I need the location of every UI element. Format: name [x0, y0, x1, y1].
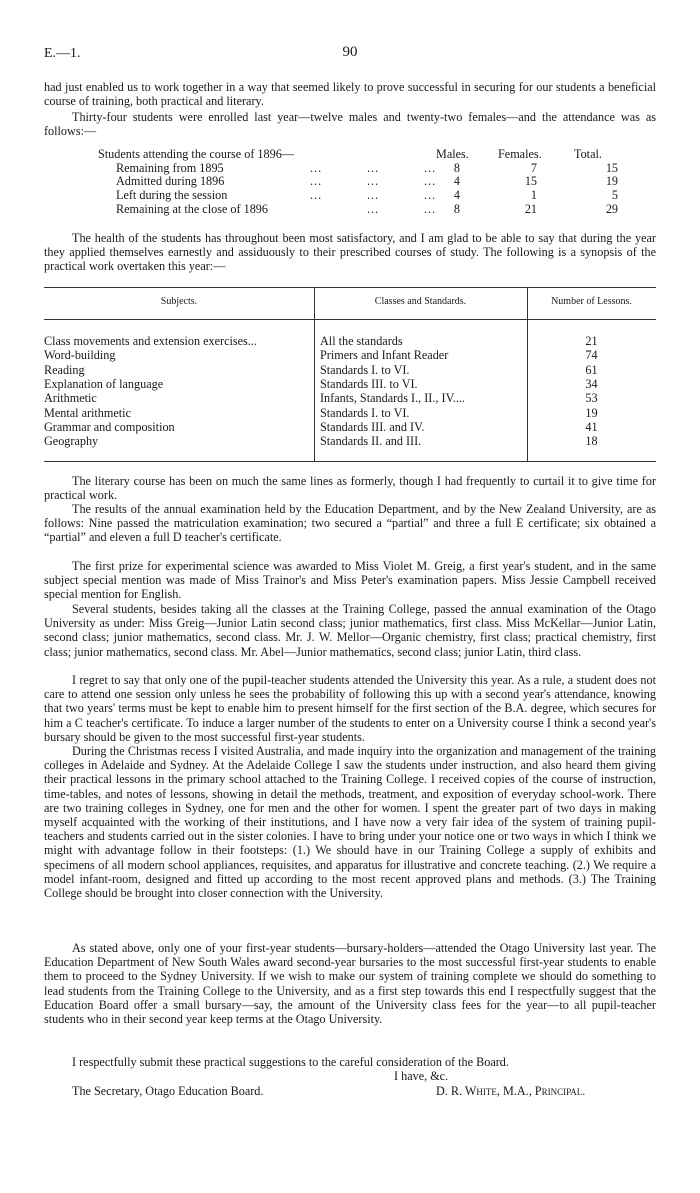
cell-females: 21: [524, 201, 537, 216]
cell-lessons: 53: [585, 391, 598, 406]
paragraph-health: The health of the students has throughout been most satisfactory, and I am glad to be able to say that during the year they applied themselves earnestly and assiduously to their prescribed courses of study. The following is a synopsis of the practical work overtaken this year:—: [44, 231, 656, 274]
leader-dots: ...: [424, 174, 437, 189]
cell-total: 15: [605, 160, 618, 175]
attendance-title: Students attending the course of 1896—: [98, 147, 294, 161]
cell-lessons: 21: [585, 334, 598, 348]
cell-subject: Geography: [44, 434, 99, 449]
cell-subject: Class movements and extension exercises...: [44, 334, 257, 348]
table-header-rule: [44, 319, 656, 320]
paragraph-university-exam: Several students, besides taking all the classes at the Training College, passed the annual examination of the Otago University as under: Miss Greig—Junior Latin second class; junior mathematics, first class. Miss McKellar—Junior Latin, second class; junior mathematics, second class. Mr. J. W. Mellor—Organic chemistry, first class; practical chemistry, first class; junior mathematics, second class. Mr. Abel—Junior mathematics, second class; junior Latin, third class.: [44, 602, 656, 659]
paragraph-bursaries: As stated above, only one of your first-year students—bursary-holders—attended the Otago University last year. The Education Department of New South Wales award second-year bursaries to the most successful first-year students to enable them to proceed to the Sydney University. If we wish to make our system of training complete we should do something to lead students from the Training College to the University, and as a first step towards this end I respectfully suggest that the Education Board offer a small bursary—say, the amount of the University class fees for the year—to all pupil-teacher students who in their second year keep terms at the Otago University.: [44, 941, 656, 1027]
cell-classes: Standards I. to VI.: [320, 362, 410, 377]
leader-dots: ...: [310, 160, 323, 175]
row-label: Remaining at the close of 1896: [116, 201, 268, 216]
report-code: E.—1.: [44, 46, 81, 61]
paragraph-australia-visit: During the Christmas recess I visited Australia, and made inquiry into the organization and management of the training colleges in Adelaide and Sydney. At the Adelaide College I saw the students under instruction, and also heard them giving their practical lessons in the primary school attached to the Training College. I received copies of the course of instruction, time-tables, and notes of lessons, showing in detail the methods, treatment, and exposition of everyday school-work. There are two training colleges in Sydney, one for men and the other for women. I spent the greater part of two days in making myself acquainted with the working of their institutions, and I have now a very fair idea of the system of training pupil-teachers and students carried out in the sister colonies. I have to bring under your notice one or two ways in which I think we might with advantage follow in their footsteps: (1.) We should have in our Training College a supply of exhibits and specimens of all modern school appliances, requisites, and apparatus for illustrative and concrete teaching. (2.) We require a model infant-room, designed and fitted up according to the most recent approved plans and methods. (3.) The Training College should be brought into closer connection with the University.: [44, 744, 656, 901]
cell-females: 7: [530, 160, 537, 175]
paragraph-enrolment: Thirty-four students were enrolled last year—twelve males and twenty-two females—and the attendance was as follows:—: [44, 110, 656, 139]
cell-males: 4: [453, 174, 460, 189]
attendance-table: [44, 148, 664, 216]
row-label: Admitted during 1896: [116, 174, 225, 189]
cell-total: 29: [605, 201, 618, 216]
row-label: Remaining from 1895: [116, 160, 224, 175]
leader-dots: ...: [367, 174, 380, 189]
paragraph-pupil-teachers: I regret to say that only one of the pupil-teacher students attended the University this year. As a rule, a student does not care to attend one session only unless he sees the probability of following this up with a second year's attendance, knowing that two years' terms must be kept to enable him to present himself for the first section of the B.A. degree, which secures for him a C teacher's certificate. To induce a larger number of the students to enter on a University course I think a second year's bursary should be given to the most successful first-year students.: [44, 673, 656, 744]
cell-females: 15: [524, 174, 537, 189]
leader-dots: ...: [424, 160, 437, 175]
cell-classes: Standards III. and IV.: [320, 419, 425, 434]
paragraph-literary-course: The literary course has been on much the same lines as formerly, though I had frequently to curtail it to give time for practical work.: [44, 474, 656, 503]
leader-dots: ...: [424, 201, 437, 216]
cell-males: 8: [453, 201, 460, 216]
cell-subject: Mental arithmetic: [44, 405, 131, 420]
valediction: I have, &c.: [394, 1069, 449, 1083]
cell-lessons: 18: [585, 434, 598, 449]
leader-dots: ...: [310, 174, 323, 189]
cell-lessons: 41: [585, 419, 598, 434]
leader-dots: ...: [367, 160, 380, 175]
cell-classes: All the standards: [320, 334, 403, 348]
header-classes: Classes and Standards.: [374, 296, 467, 307]
attendance-row: [44, 162, 664, 176]
cell-classes: Primers and Infant Reader: [320, 348, 449, 363]
row-label: Left during the session: [116, 188, 228, 203]
cell-subject: Grammar and composition: [44, 419, 175, 434]
cell-classes: Standards III. to VI.: [320, 376, 418, 391]
cell-lessons: 74: [585, 348, 598, 363]
attendance-row: [44, 189, 664, 203]
paragraph-submission: I respectfully submit these practical suggestions to the careful consideration of the Board.: [72, 1055, 509, 1069]
paragraph-exam-results: The results of the annual examination held by the Education Department, and by the New Zealand University, are as follows: Nine passed the matriculation examination; two secured a “partial” and three a full E certificate; six obtained a “partial” and eleven a full D teacher's certificate.: [44, 502, 656, 545]
cell-males: 4: [453, 188, 460, 203]
cell-subject: Reading: [44, 362, 85, 377]
leader-dots: ...: [367, 201, 380, 216]
cell-subject: Arithmetic: [44, 391, 97, 406]
leader-dots: ...: [424, 188, 437, 203]
paragraph-prize: The first prize for experimental science was awarded to Miss Violet M. Greig, a first year's student, and in the same subject special mention was made of Miss Trainor's and Miss Peter's examination papers. Miss Jessie Campbell received special mention for English.: [44, 559, 656, 602]
cell-total: 5: [611, 188, 618, 203]
leader-dots: ...: [367, 188, 380, 203]
header-subjects: Subjects.: [160, 296, 198, 307]
header-total: Total.: [574, 147, 602, 161]
header-males: Males.: [436, 147, 469, 161]
cell-males: 8: [453, 160, 460, 175]
lessons-table: [44, 287, 656, 462]
attendance-row: [44, 203, 664, 217]
cell-classes: Standards I. to VI.: [320, 405, 410, 420]
column-divider: [314, 287, 315, 461]
cell-lessons: 19: [585, 405, 598, 420]
cell-subject: Word-building: [44, 348, 116, 363]
signature: D. R. White, M.A., Principal.: [436, 1084, 586, 1098]
leader-dots: ...: [310, 188, 323, 203]
cell-total: 19: [605, 174, 618, 189]
header-lessons: Number of Lessons.: [551, 296, 632, 307]
table-top-rule: [44, 287, 656, 288]
cell-lessons: 34: [585, 376, 598, 391]
cell-lessons: 61: [585, 362, 598, 377]
cell-classes: Standards II. and III.: [320, 434, 422, 449]
cell-females: 1: [530, 188, 537, 203]
table-bottom-rule: [44, 461, 656, 462]
header-females: Females.: [498, 147, 542, 161]
attendance-row: [44, 175, 664, 189]
cell-subject: Explanation of language: [44, 376, 164, 391]
page-number: 90: [342, 44, 358, 60]
paragraph-opening: had just enabled us to work together in a way that seemed likely to prove successful in securing for our students a beneficial course of training, both practical and literary.: [44, 80, 656, 109]
addressee: The Secretary, Otago Education Board.: [72, 1084, 264, 1098]
cell-classes: Infants, Standards I., II., IV....: [320, 391, 465, 406]
